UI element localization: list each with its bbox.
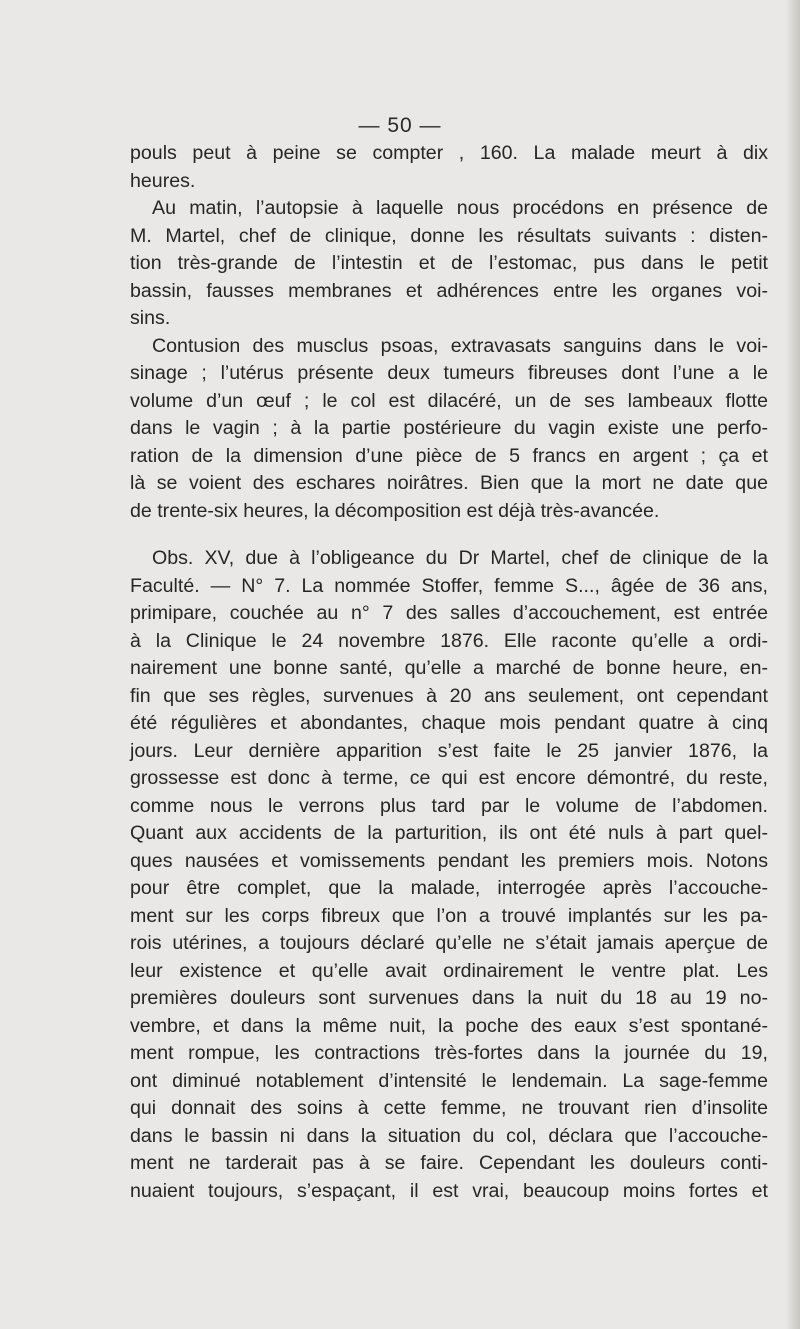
text-line: là se voient des eschares noirâtres. Bien que la mort ne date que bbox=[130, 472, 768, 494]
text-line: de trente-six heures, la décomposition est déjà très-avancée. bbox=[130, 499, 660, 522]
text-line: à la Clinique le 24 novembre 1876. Elle raconte qu’elle a ordi- bbox=[130, 629, 768, 652]
text-line: pouls peut à peine se compter , 160. La malade meurt à dix bbox=[130, 142, 768, 164]
text-line: sinage ; l’utérus présente deux tumeurs fibreuses dont l’une a le bbox=[130, 362, 768, 384]
text-line: nairement une bonne santé, qu’elle a marché de bonne heure, en- bbox=[130, 657, 768, 679]
text-line: sins. bbox=[130, 307, 171, 329]
text-line: vembre, et dans la même nuit, la poche des eaux s’est spontané- bbox=[130, 1014, 768, 1037]
text-line: grossesse est donc à terme, ce qui est encore démontré, du reste, bbox=[130, 767, 768, 789]
text-line: ment sur les corps fibreux que l’on a trouvé implantés sur les pa- bbox=[130, 904, 768, 927]
text-line: tion très-grande de l’intestin et de l’estomac, pus dans le petit bbox=[130, 252, 768, 274]
text-line: comme nous le verrons plus tard par le volume de l’abdomen. bbox=[130, 794, 768, 817]
text-line: Au matin, l’autopsie à laquelle nous procédons en présence de bbox=[152, 197, 768, 219]
paragraph-4 bbox=[130, 545, 768, 1205]
text-line: ment rompue, les contractions très-fortes dans la journée du 19, bbox=[130, 1042, 768, 1064]
text-line: Contusion des musclus psoas, extravasats sanguins dans le voi- bbox=[152, 334, 768, 357]
text-line: bassin, fausses membranes et adhérences entre les organes voi- bbox=[130, 279, 768, 302]
paragraph-3 bbox=[130, 333, 768, 526]
text-line: leur existence et qu’elle avait ordinairement le ventre plat. Les bbox=[130, 959, 768, 982]
text-line: nuaient toujours, s’espaçant, il est vrai, beaucoup moins fortes et bbox=[130, 1179, 768, 1202]
page-edge-shadow bbox=[786, 0, 800, 1329]
text-line: volume d’un œuf ; le col est dilacéré, un de ses lambeaux flotte bbox=[130, 389, 768, 412]
text-line: dans le vagin ; à la partie postérieure du vagin existe une perfo- bbox=[130, 417, 768, 439]
page-number: — 50 — bbox=[358, 114, 442, 137]
text-line: heures. bbox=[130, 169, 196, 192]
text-line: rois utérines, a toujours déclaré qu’elle ne s’était jamais aperçue de bbox=[130, 932, 768, 954]
text-line: ques nausées et vomissements pendant les premiers mois. Notons bbox=[130, 849, 768, 872]
text-line: ment ne tarderait pas à se faire. Cependant les douleurs conti- bbox=[130, 1152, 768, 1174]
text-line: Obs. XV, due à l’obligeance du Dr Martel, chef de clinique de la bbox=[152, 547, 768, 569]
text-line: premières douleurs sont survenues dans la nuit du 18 au 19 no- bbox=[130, 987, 768, 1009]
text-line: dans le bassin ni dans la situation du col, déclara que l’accouche- bbox=[130, 1124, 768, 1147]
paragraph-2 bbox=[130, 195, 768, 333]
text-line: jours. Leur dernière apparition s’est faite le 25 janvier 1876, la bbox=[130, 739, 768, 762]
text-line: qui donnait des soins à cette femme, ne trouvant rien d’insolite bbox=[130, 1097, 768, 1119]
text-line: ration de la dimension d’une pièce de 5 francs en argent ; ça et bbox=[130, 444, 768, 467]
text-line: Quant aux accidents de la parturition, ils ont été nuls à part quel- bbox=[130, 822, 768, 844]
text-line: fin que ses règles, survenues à 20 ans seulement, ont cependant bbox=[130, 684, 768, 707]
text-line: pour être complet, que la malade, interrogée après l’accouche- bbox=[130, 877, 768, 899]
text-line: M. Martel, chef de clinique, donne les résultats suivants : disten- bbox=[130, 224, 768, 247]
paragraph-1 bbox=[130, 140, 768, 195]
body-text bbox=[130, 140, 768, 1205]
text-line: ont diminué notablement d’intensité le lendemain. La sage-femme bbox=[130, 1069, 768, 1092]
text-line: Faculté. — N° 7. La nommée Stoffer, femme S..., âgée de 36 ans, bbox=[130, 574, 768, 597]
text-line: primipare, couchée au n° 7 des salles d’accouchement, est entrée bbox=[130, 602, 768, 624]
text-line: été régulières et abondantes, chaque mois pendant quatre à cinq bbox=[130, 712, 768, 734]
